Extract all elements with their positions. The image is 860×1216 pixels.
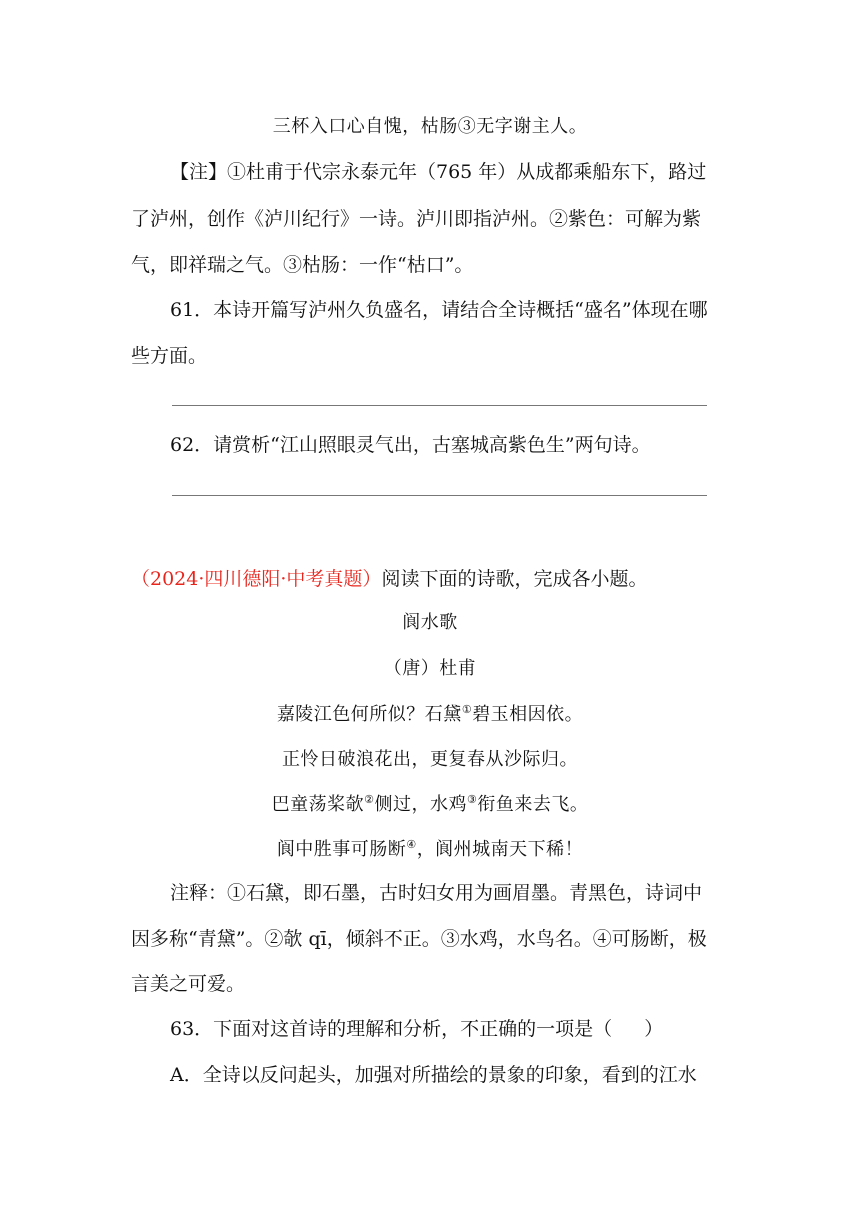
poem-line-post: 无字谢主人。 bbox=[476, 116, 588, 137]
poem-text: 巴童荡桨欹 bbox=[271, 794, 365, 815]
note-line-1: 【注】①杜甫于代宗永泰元年（765 年）从成都乘船东下，路过 bbox=[170, 161, 707, 183]
poem-line-pre: 三杯入口心自愧，枯肠 bbox=[272, 116, 458, 137]
poem-text: 嘉陵江色何所似？石黛 bbox=[276, 704, 462, 725]
poem-line-last bbox=[0, 114, 860, 140]
question-stem-close: ） bbox=[644, 1018, 664, 1040]
section-header bbox=[131, 566, 647, 592]
question-63 bbox=[170, 1016, 663, 1042]
option-a: A．全诗以反问起头，加强对所描绘的景象的印象，看到的江水 bbox=[170, 1064, 697, 1086]
footnote-mark: ③ bbox=[457, 116, 477, 137]
poem-text: 碧玉相因依。 bbox=[472, 704, 584, 725]
poem-line-4 bbox=[0, 837, 860, 863]
poem-text: 衔鱼来去飞。 bbox=[477, 794, 589, 815]
answer-line-62 bbox=[172, 495, 707, 496]
footnote-mark: ④ bbox=[406, 838, 417, 851]
question-61-line-1: 61．本诗开篇写泸州久负盛名，请结合全诗概括“盛名”体现在哪 bbox=[170, 299, 708, 321]
poem-author: （唐）杜甫 bbox=[383, 658, 477, 679]
question-62: 62．请赏析“江山照眼灵气出，古塞城高紫色生”两句诗。 bbox=[170, 434, 651, 456]
note-line-2: 了泸州，创作《泸川纪行》一诗。泸川即指泸州。②紫色：可解为紫 bbox=[131, 208, 702, 230]
footnote-mark: ③ bbox=[467, 793, 478, 806]
note-line-3: 气，即祥瑞之气。③枯肠：一作“枯口”。 bbox=[131, 254, 474, 276]
poem-line-3 bbox=[0, 792, 860, 818]
annotation-line-3: 言美之可爱。 bbox=[131, 973, 246, 995]
exam-source: （2024·四川德阳·中考真题） bbox=[131, 568, 382, 590]
poem-text: 侧过，水鸡 bbox=[374, 794, 467, 815]
footnote-mark: ① bbox=[461, 703, 473, 716]
poem-title: 阆水歌 bbox=[402, 612, 458, 633]
poem-line-2 bbox=[0, 747, 860, 773]
poem-text: 阆中胜事可肠断 bbox=[276, 839, 407, 860]
footnote-mark: ② bbox=[364, 793, 375, 806]
answer-line-61 bbox=[172, 405, 707, 406]
question-61-line-2: 些方面。 bbox=[131, 345, 208, 367]
poem-text: ，阆州城南天下稀！ bbox=[416, 839, 584, 860]
annotation-line-2: 因多称“青黛”。②欹 qī，倾斜不正。③水鸡，水鸟名。④可肠断，极 bbox=[131, 928, 707, 950]
question-stem: 63．下面对这首诗的理解和分析，不正确的一项是（ bbox=[170, 1018, 613, 1040]
poem-text: 正怜日破浪花出，更复春从沙际归。 bbox=[282, 749, 578, 770]
poem-line-1 bbox=[0, 702, 860, 728]
instruction: 阅读下面的诗歌，完成各小题。 bbox=[381, 568, 648, 590]
annotation-line-1: 注释：①石黛，即石墨，古时妇女用为画眉墨。青黑色，诗词中 bbox=[170, 882, 703, 904]
